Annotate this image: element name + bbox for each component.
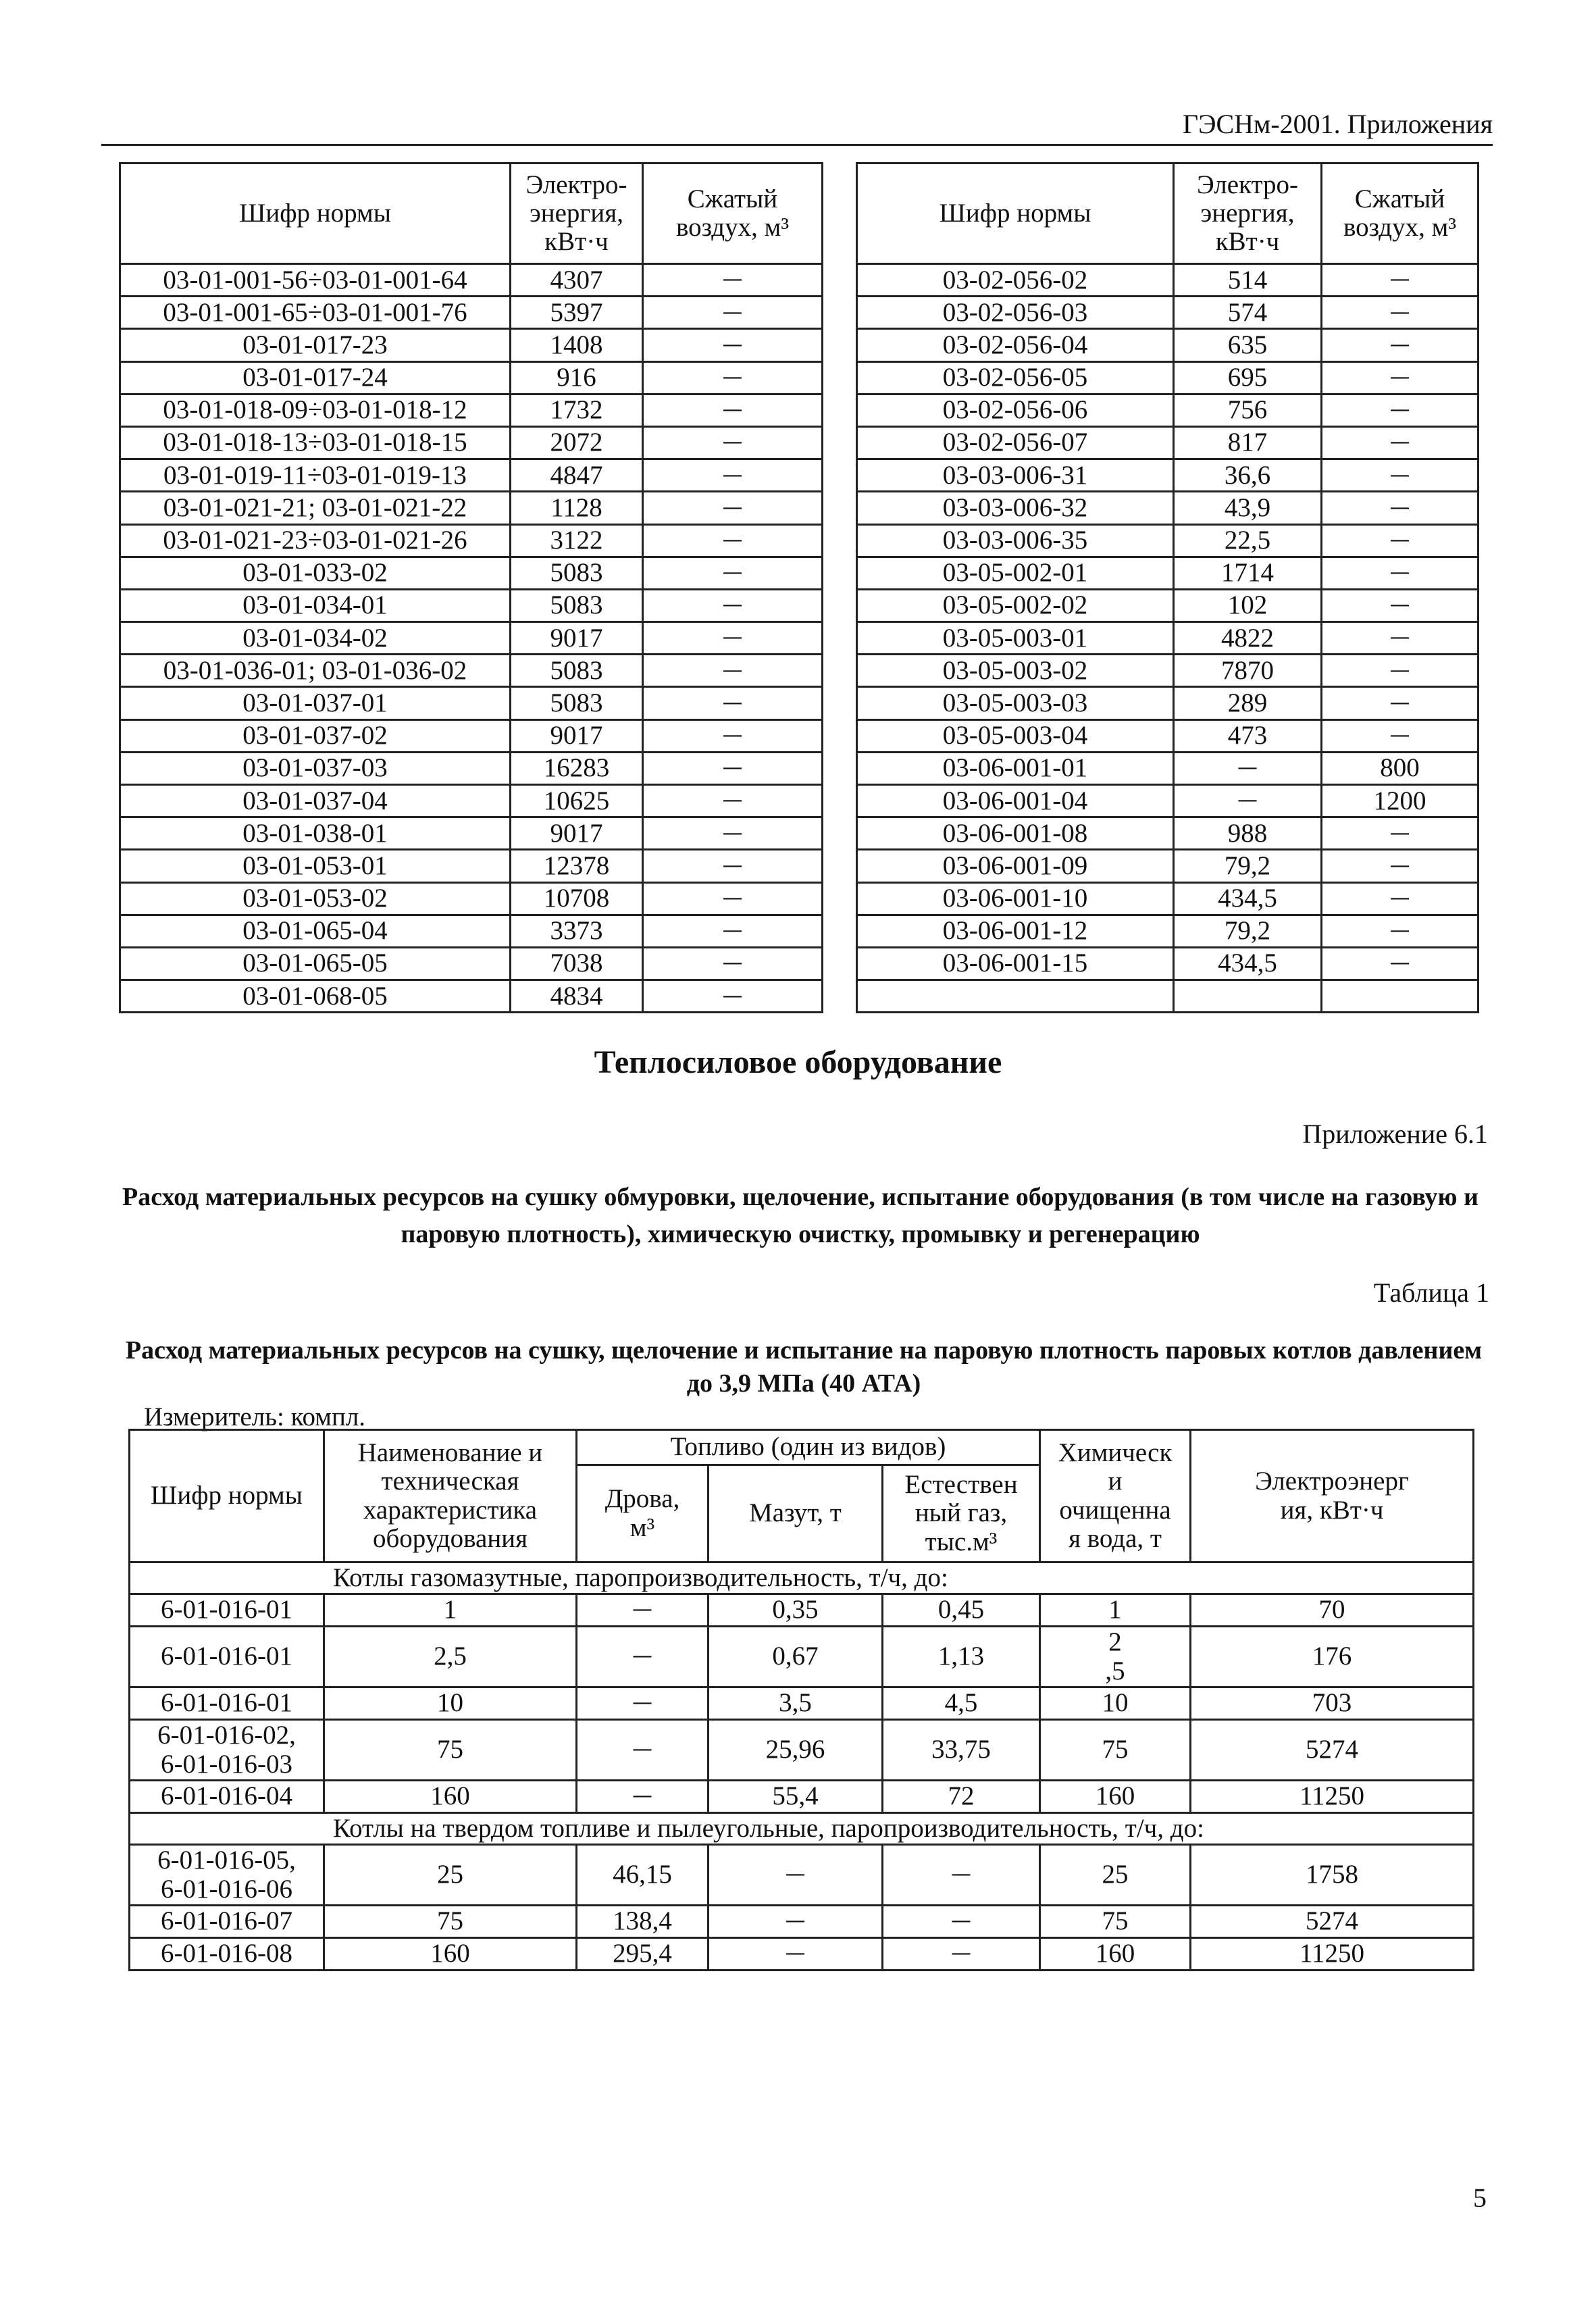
compressed-air-value: — <box>1322 492 1478 524</box>
table-row <box>857 297 1478 329</box>
equipment-capacity: 25 <box>324 1845 577 1906</box>
chem-water-value: 75 <box>1040 1720 1191 1781</box>
table-row <box>120 264 823 297</box>
electricity-value: 5274 <box>1191 1720 1474 1781</box>
chem-water-value: 10 <box>1040 1687 1191 1720</box>
table-row <box>857 719 1478 752</box>
firewood-value: 138,4 <box>577 1906 709 1938</box>
table-row <box>857 524 1478 557</box>
norm-code: 03-02-056-02 <box>857 264 1174 297</box>
table-label: Таблица 1 <box>1373 1277 1489 1308</box>
norm-code: 03-06-001-10 <box>857 882 1174 915</box>
compressed-air-value: — <box>1322 329 1478 361</box>
header-code: Шифр нормы <box>130 1430 324 1562</box>
compressed-air-value: — <box>1322 589 1478 621</box>
fuel-oil-value: 55,4 <box>709 1781 883 1813</box>
right-table-header <box>857 163 1478 264</box>
fuel-oil-value: 25,96 <box>709 1720 883 1781</box>
table-row <box>120 459 823 492</box>
compressed-air-value: — <box>643 361 823 394</box>
table-row <box>857 915 1478 947</box>
header-natural-gas: Естествен ный газ, тыс.м³ <box>883 1465 1040 1562</box>
natural-gas-value: 4,5 <box>883 1687 1040 1720</box>
compressed-air-value: — <box>1322 361 1478 394</box>
left-table-header <box>120 163 823 264</box>
norm-code: 03-01-037-04 <box>120 785 511 817</box>
resources-table <box>128 1429 1474 1971</box>
table-row <box>857 817 1478 850</box>
compressed-air-value: — <box>643 492 823 524</box>
table-row <box>130 1720 1474 1781</box>
table-row <box>857 361 1478 394</box>
compressed-air-value: — <box>1322 557 1478 589</box>
compressed-air-value: — <box>643 882 823 915</box>
norm-code: 6-01-016-01 <box>130 1594 324 1627</box>
norm-code: 03-02-056-07 <box>857 426 1174 459</box>
electricity-value: 11250 <box>1191 1938 1474 1971</box>
electricity-value: 1408 <box>511 329 643 361</box>
equipment-capacity: 75 <box>324 1906 577 1938</box>
electricity-value: 4307 <box>511 264 643 297</box>
compressed-air-value: — <box>643 557 823 589</box>
norm-code: 03-01-037-03 <box>120 752 511 784</box>
electricity-value: 4847 <box>511 459 643 492</box>
electricity-value: 3122 <box>511 524 643 557</box>
table-row <box>120 361 823 394</box>
table-row <box>120 329 823 361</box>
electricity-value: 7870 <box>1174 655 1322 687</box>
compressed-air-value: — <box>1322 394 1478 426</box>
electricity-value: 5083 <box>511 655 643 687</box>
norm-code: 03-02-056-05 <box>857 361 1174 394</box>
equipment-capacity: 75 <box>324 1720 577 1781</box>
compressed-air-value: — <box>643 980 823 1013</box>
compressed-air-value: — <box>1322 622 1478 655</box>
electricity-value: 43,9 <box>1174 492 1322 524</box>
table-row <box>120 882 823 915</box>
group-title: Котлы на твердом топливе и пылеугольные, паропроизводительность, т/ч, до: <box>130 1813 1474 1845</box>
group-title: Котлы газомазутные, паропроизводительность, т/ч, до: <box>130 1562 1474 1594</box>
norm-code: 03-01-068-05 <box>120 980 511 1013</box>
compressed-air-value: — <box>1322 524 1478 557</box>
table-row <box>120 622 823 655</box>
header-fuel-group: Топливо (один из видов) <box>577 1430 1040 1465</box>
group-row <box>130 1562 1474 1594</box>
table-row <box>130 1845 1474 1906</box>
chem-water-value: 160 <box>1040 1938 1191 1971</box>
norm-code: 03-05-003-04 <box>857 719 1174 752</box>
chem-water-value: 160 <box>1040 1781 1191 1813</box>
table-row <box>857 655 1478 687</box>
compressed-air-value: 1200 <box>1322 785 1478 817</box>
table-row <box>857 785 1478 817</box>
table-row <box>120 719 823 752</box>
natural-gas-value: 72 <box>883 1781 1040 1813</box>
table-row <box>130 1781 1474 1813</box>
electricity-value: 79,2 <box>1174 915 1322 947</box>
equipment-capacity: 2,5 <box>324 1627 577 1687</box>
electricity-value: 988 <box>1174 817 1322 850</box>
norm-code: 03-01-019-11÷03-01-019-13 <box>120 459 511 492</box>
norm-code: 6-01-016-05, 6-01-016-06 <box>130 1845 324 1906</box>
compressed-air-value <box>1322 980 1478 1013</box>
compressed-air-value: — <box>643 947 823 980</box>
chem-water-value: 25 <box>1040 1845 1191 1906</box>
norm-code: 03-06-001-01 <box>857 752 1174 784</box>
compressed-air-value: — <box>643 915 823 947</box>
norm-code: 6-01-016-07 <box>130 1906 324 1938</box>
compressed-air-value: — <box>643 459 823 492</box>
equipment-capacity: 160 <box>324 1938 577 1971</box>
electricity-value: 703 <box>1191 1687 1474 1720</box>
appendix-label: Приложение 6.1 <box>1302 1119 1488 1149</box>
electricity-value: 5083 <box>511 687 643 719</box>
table-row <box>857 622 1478 655</box>
equipment-capacity: 10 <box>324 1687 577 1720</box>
table-row <box>120 426 823 459</box>
table-row <box>120 947 823 980</box>
table-row <box>130 1594 1474 1627</box>
electricity-value: 11250 <box>1191 1781 1474 1813</box>
norm-code: 03-01-053-02 <box>120 882 511 915</box>
table-row <box>120 752 823 784</box>
electricity-value: 756 <box>1174 394 1322 426</box>
electricity-value: 9017 <box>511 719 643 752</box>
norm-code: 6-01-016-01 <box>130 1687 324 1720</box>
firewood-value: — <box>577 1594 709 1627</box>
section-title: Теплосиловое оборудование <box>594 1044 1002 1080</box>
compressed-air-value: — <box>1322 687 1478 719</box>
norm-code: 03-05-002-01 <box>857 557 1174 589</box>
electricity-value: 22,5 <box>1174 524 1322 557</box>
table-row <box>120 687 823 719</box>
group-row <box>130 1813 1474 1845</box>
table-row <box>857 980 1478 1013</box>
header-chem-water: Химическ и очищенна я вода, т <box>1040 1430 1191 1562</box>
firewood-value: — <box>577 1720 709 1781</box>
electricity-value: 5083 <box>511 557 643 589</box>
left-norms-table <box>119 162 823 1013</box>
electricity-value: 16283 <box>511 752 643 784</box>
norm-code: 03-02-056-04 <box>857 329 1174 361</box>
norm-code: 03-06-001-08 <box>857 817 1174 850</box>
electricity-value: 176 <box>1191 1627 1474 1687</box>
column-header: Сжатый воздух, м³ <box>643 163 823 264</box>
compressed-air-value: — <box>1322 850 1478 882</box>
column-header: Сжатый воздух, м³ <box>1322 163 1478 264</box>
compressed-air-value: — <box>643 752 823 784</box>
electricity-value <box>1174 980 1322 1013</box>
electricity-value: 4834 <box>511 980 643 1013</box>
norm-code: 03-01-065-04 <box>120 915 511 947</box>
norm-code: 03-01-037-02 <box>120 719 511 752</box>
electricity-value: 5397 <box>511 297 643 329</box>
norm-code: 03-06-001-12 <box>857 915 1174 947</box>
compressed-air-value: — <box>643 394 823 426</box>
electricity-value: 10708 <box>511 882 643 915</box>
compressed-air-value: — <box>643 329 823 361</box>
norm-code: 03-01-034-01 <box>120 589 511 621</box>
table-row <box>857 882 1478 915</box>
natural-gas-value: 0,45 <box>883 1594 1040 1627</box>
header-firewood: Дрова, м³ <box>577 1465 709 1562</box>
unit-label: Измеритель: компл. <box>144 1402 366 1431</box>
compressed-air-value: — <box>643 817 823 850</box>
compressed-air-value: — <box>643 297 823 329</box>
electricity-value: 817 <box>1174 426 1322 459</box>
electricity-value: 9017 <box>511 817 643 850</box>
table-row <box>120 524 823 557</box>
table-row <box>857 850 1478 882</box>
electricity-value: 434,5 <box>1174 947 1322 980</box>
compressed-air-value: 800 <box>1322 752 1478 784</box>
fuel-oil-value: 0,67 <box>709 1627 883 1687</box>
norm-code: 03-01-017-24 <box>120 361 511 394</box>
norm-code: 03-03-006-31 <box>857 459 1174 492</box>
electricity-value: 5083 <box>511 589 643 621</box>
compressed-air-value: — <box>1322 915 1478 947</box>
column-header: Электро- энергия, кВт·ч <box>511 163 643 264</box>
electricity-value: 289 <box>1174 687 1322 719</box>
norm-code: 6-01-016-01 <box>130 1627 324 1687</box>
table-row <box>857 329 1478 361</box>
firewood-value: 46,15 <box>577 1845 709 1906</box>
electricity-value: 434,5 <box>1174 882 1322 915</box>
compressed-air-value: — <box>1322 817 1478 850</box>
equipment-capacity: 1 <box>324 1594 577 1627</box>
table-row <box>120 655 823 687</box>
norm-code: 03-01-017-23 <box>120 329 511 361</box>
table-row <box>120 492 823 524</box>
chem-water-value: 2 ,5 <box>1040 1627 1191 1687</box>
header-equipment: Наименование и техническая характеристика оборудования <box>324 1430 577 1562</box>
electricity-value: 3373 <box>511 915 643 947</box>
norm-code: 6-01-016-04 <box>130 1781 324 1813</box>
chem-water-value: 75 <box>1040 1906 1191 1938</box>
fuel-oil-value: — <box>709 1906 883 1938</box>
electricity-value: 2072 <box>511 426 643 459</box>
electricity-value: 70 <box>1191 1594 1474 1627</box>
table-row <box>120 980 823 1013</box>
electricity-value: 4822 <box>1174 622 1322 655</box>
electricity-value: 102 <box>1174 589 1322 621</box>
table-row <box>857 264 1478 297</box>
electricity-value: 5274 <box>1191 1906 1474 1938</box>
compressed-air-value: — <box>643 687 823 719</box>
electricity-value: — <box>1174 785 1322 817</box>
compressed-air-value: — <box>1322 297 1478 329</box>
electricity-value: 473 <box>1174 719 1322 752</box>
equipment-capacity: 160 <box>324 1781 577 1813</box>
page-number: 5 <box>1473 2183 1487 2213</box>
header-electricity: Электроэнерг ия, кВт·ч <box>1191 1430 1474 1562</box>
firewood-value: — <box>577 1781 709 1813</box>
right-norms-table <box>856 162 1479 1013</box>
fuel-oil-value: — <box>709 1938 883 1971</box>
compressed-air-value: — <box>643 785 823 817</box>
chem-water-value: 1 <box>1040 1594 1191 1627</box>
table-row <box>857 426 1478 459</box>
norm-code: 03-02-056-06 <box>857 394 1174 426</box>
natural-gas-value: — <box>883 1938 1040 1971</box>
compressed-air-value: — <box>643 426 823 459</box>
running-header <box>101 108 1493 146</box>
table-row <box>120 817 823 850</box>
table-row <box>857 459 1478 492</box>
natural-gas-value: — <box>883 1906 1040 1938</box>
compressed-air-value: — <box>1322 947 1478 980</box>
compressed-air-value: — <box>1322 655 1478 687</box>
norm-code: 03-01-021-23÷03-01-021-26 <box>120 524 511 557</box>
table-row <box>120 915 823 947</box>
electricity-value: 1128 <box>511 492 643 524</box>
norm-code: 03-02-056-03 <box>857 297 1174 329</box>
norm-code: 03-05-003-01 <box>857 622 1174 655</box>
norm-code <box>857 980 1174 1013</box>
norm-code: 03-01-053-01 <box>120 850 511 882</box>
table-row <box>120 589 823 621</box>
norm-code: 03-01-018-09÷03-01-018-12 <box>120 394 511 426</box>
table-row <box>120 394 823 426</box>
norm-code: 03-06-001-09 <box>857 850 1174 882</box>
natural-gas-value: 1,13 <box>883 1627 1040 1687</box>
compressed-air-value: — <box>1322 882 1478 915</box>
norm-code: 03-05-002-02 <box>857 589 1174 621</box>
column-header: Электро- энергия, кВт·ч <box>1174 163 1322 264</box>
natural-gas-value: 33,75 <box>883 1720 1040 1781</box>
norm-code: 03-01-001-65÷03-01-001-76 <box>120 297 511 329</box>
table-row <box>120 297 823 329</box>
column-header: Шифр нормы <box>120 163 511 264</box>
column-header: Шифр нормы <box>857 163 1174 264</box>
norm-code: 03-01-021-21; 03-01-021-22 <box>120 492 511 524</box>
table-row <box>857 557 1478 589</box>
header-fuel-oil: Мазут, т <box>709 1465 883 1562</box>
compressed-air-value: — <box>643 264 823 297</box>
electricity-value: 36,6 <box>1174 459 1322 492</box>
table-row <box>857 589 1478 621</box>
norm-code: 03-05-003-03 <box>857 687 1174 719</box>
norm-code: 03-01-018-13÷03-01-018-15 <box>120 426 511 459</box>
norm-code: 03-01-038-01 <box>120 817 511 850</box>
norm-code: 03-01-037-01 <box>120 687 511 719</box>
fuel-oil-value: 3,5 <box>709 1687 883 1720</box>
table-row <box>120 785 823 817</box>
norm-code: 03-06-001-04 <box>857 785 1174 817</box>
electricity-value: 916 <box>511 361 643 394</box>
compressed-air-value: — <box>1322 264 1478 297</box>
norm-code: 03-01-001-56÷03-01-001-64 <box>120 264 511 297</box>
electricity-value: 79,2 <box>1174 850 1322 882</box>
compressed-air-value: — <box>1322 459 1478 492</box>
electricity-value: 12378 <box>511 850 643 882</box>
table-row <box>857 394 1478 426</box>
fuel-oil-value: — <box>709 1845 883 1906</box>
electricity-value: 574 <box>1174 297 1322 329</box>
table-row <box>857 752 1478 784</box>
compressed-air-value: — <box>643 622 823 655</box>
table-row <box>857 492 1478 524</box>
table-row <box>857 687 1478 719</box>
norm-code: 03-01-034-02 <box>120 622 511 655</box>
norm-code: 6-01-016-08 <box>130 1938 324 1971</box>
norm-code: 03-06-001-15 <box>857 947 1174 980</box>
firewood-value: — <box>577 1687 709 1720</box>
compressed-air-value: — <box>643 719 823 752</box>
compressed-air-value: — <box>643 524 823 557</box>
compressed-air-value: — <box>1322 719 1478 752</box>
appendix-title: Расход материальных ресурсов на сушку обмуровки, щелочение, испытание оборудования (в том числе на газовую и паровую плотность), химическую очистку, промывку и регенерацию <box>122 1183 1478 1249</box>
natural-gas-value: — <box>883 1845 1040 1906</box>
compressed-air-value: — <box>643 850 823 882</box>
fuel-oil-value: 0,35 <box>709 1594 883 1627</box>
norm-code: 03-01-065-05 <box>120 947 511 980</box>
compressed-air-value: — <box>1322 426 1478 459</box>
table-row <box>130 1627 1474 1687</box>
electricity-value: 1758 <box>1191 1845 1474 1906</box>
electricity-value: 9017 <box>511 622 643 655</box>
compressed-air-value: — <box>643 589 823 621</box>
electricity-value: 1714 <box>1174 557 1322 589</box>
norm-code: 03-01-033-02 <box>120 557 511 589</box>
firewood-value: — <box>577 1627 709 1687</box>
electricity-value: 514 <box>1174 264 1322 297</box>
norm-code: 03-05-003-02 <box>857 655 1174 687</box>
electricity-value: 10625 <box>511 785 643 817</box>
electricity-value: 635 <box>1174 329 1322 361</box>
running-title: ГЭСНм-2001. Приложения <box>1182 109 1493 139</box>
table-row <box>120 557 823 589</box>
table-row <box>130 1938 1474 1971</box>
table-row <box>857 947 1478 980</box>
norm-code: 03-03-006-35 <box>857 524 1174 557</box>
table-row <box>120 850 823 882</box>
table-row <box>130 1906 1474 1938</box>
firewood-value: 295,4 <box>577 1938 709 1971</box>
compressed-air-value: — <box>643 655 823 687</box>
electricity-value: — <box>1174 752 1322 784</box>
norm-code: 03-03-006-32 <box>857 492 1174 524</box>
norm-code: 03-01-036-01; 03-01-036-02 <box>120 655 511 687</box>
electricity-value: 7038 <box>511 947 643 980</box>
table-title: Расход материальных ресурсов на сушку, щелочение и испытание на паровую плотность паровых котлов давлением до 3,9 МПа (40 АТА) <box>125 1336 1483 1398</box>
table-row <box>130 1687 1474 1720</box>
electricity-value: 695 <box>1174 361 1322 394</box>
electricity-value: 1732 <box>511 394 643 426</box>
norm-code: 6-01-016-02, 6-01-016-03 <box>130 1720 324 1781</box>
